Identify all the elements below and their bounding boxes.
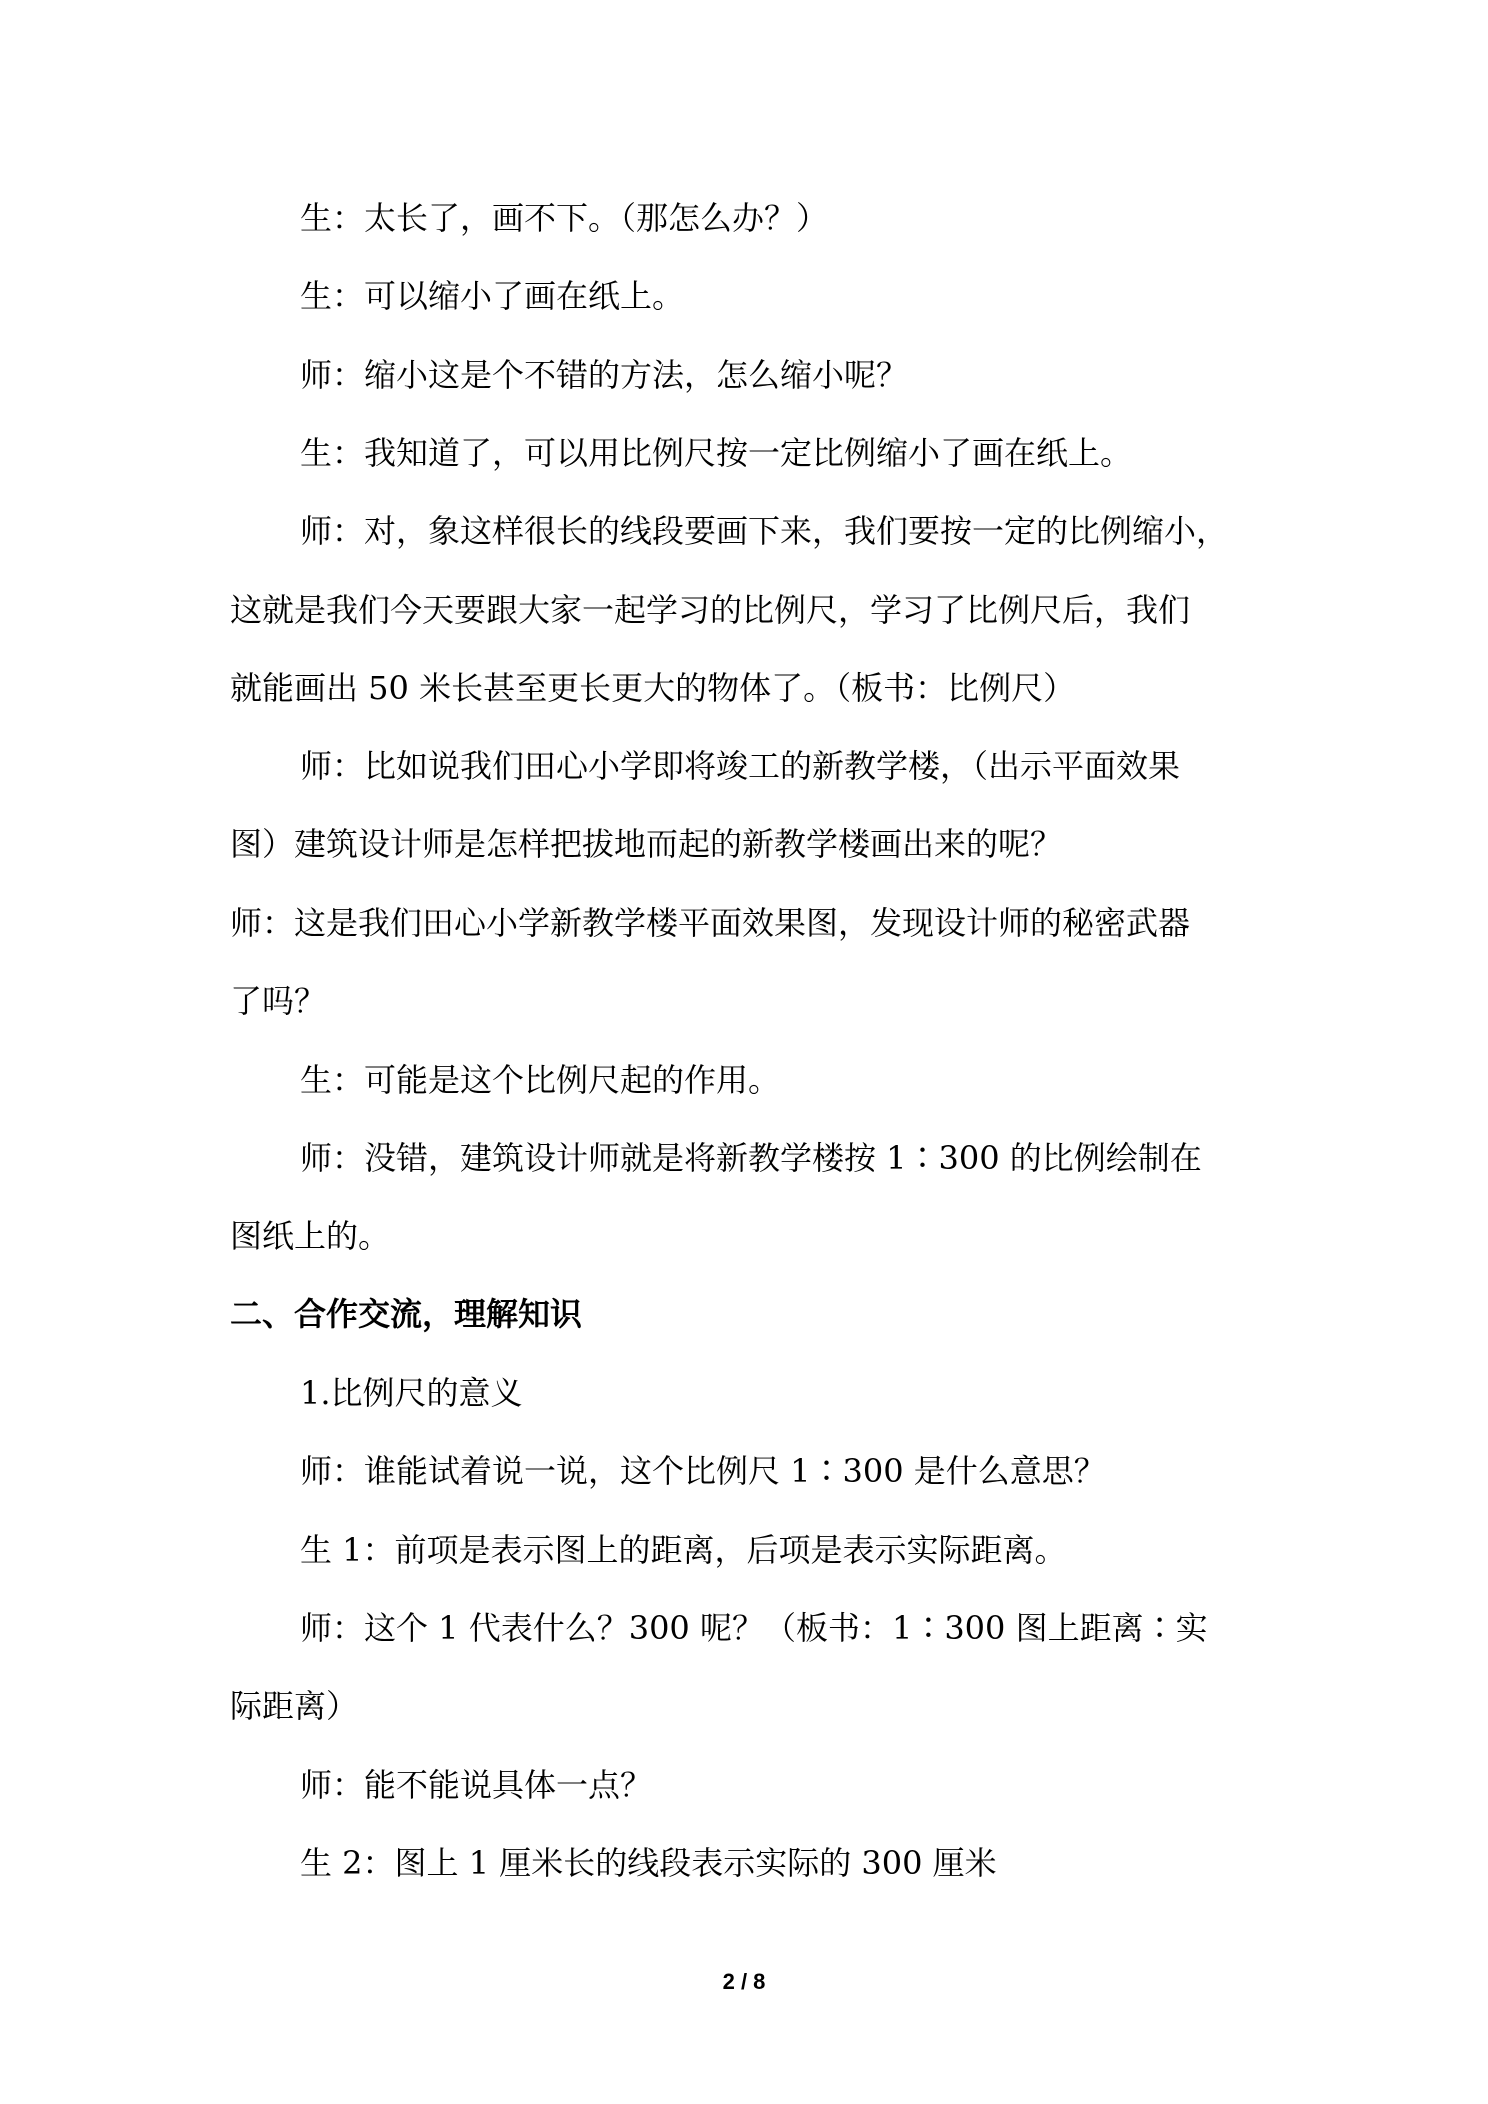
dialogue-line: 生：太长了，画不下。（那怎么办？） <box>300 199 829 237</box>
dialogue-line: 生：可能是这个比例尺起的作用。 <box>300 1061 781 1099</box>
dialogue-line: 生 2：图上 1 厘米长的线段表示实际的 300 厘米 <box>300 1844 997 1882</box>
dialogue-line: 师：这是我们田心小学新教学楼平面效果图，发现设计师的秘密武器 <box>230 904 1191 942</box>
dialogue-line: 图）建筑设计师是怎样把拔地而起的新教学楼画出来的呢？ <box>230 825 1063 863</box>
dialogue-line: 了吗？ <box>230 982 327 1020</box>
dialogue-line: 师：没错，建筑设计师就是将新教学楼按 1∶300 的比例绘制在 <box>300 1139 1202 1177</box>
dialogue-line: 师：这个 1 代表什么？300 呢？（板书：1∶300 图上距离∶实 <box>300 1609 1208 1647</box>
section-heading: 二、合作交流，理解知识 <box>230 1295 583 1333</box>
dialogue-line: 生：我知道了，可以用比例尺按一定比例缩小了画在纸上。 <box>300 434 1133 472</box>
dialogue-line: 图纸上的。 <box>230 1217 391 1255</box>
dialogue-line: 生：可以缩小了画在纸上。 <box>300 277 685 315</box>
page-number: 2 / 8 <box>722 1969 766 1994</box>
dialogue-line: 师：能不能说具体一点？ <box>300 1766 653 1804</box>
subsection-heading: 1.比例尺的意义 <box>300 1374 523 1412</box>
dialogue-line: 师：谁能试着说一说，这个比例尺 1∶300 是什么意思？ <box>300 1452 1106 1490</box>
dialogue-line: 师：对，象这样很长的线段要画下来，我们要按一定的比例缩小， <box>300 512 1229 550</box>
dialogue-line: 际距离） <box>230 1687 359 1725</box>
dialogue-line: 师：比如说我们田心小学即将竣工的新教学楼，（出示平面效果 <box>300 747 1181 785</box>
dialogue-line: 生 1：前项是表示图上的距离，后项是表示实际距离。 <box>300 1531 1067 1569</box>
dialogue-line: 师：缩小这是个不错的方法，怎么缩小呢？ <box>300 356 909 394</box>
dialogue-line: 就能画出 50 米长甚至更长更大的物体了。（板书：比例尺） <box>230 669 1076 707</box>
dialogue-line: 这就是我们今天要跟大家一起学习的比例尺，学习了比例尺后，我们 <box>230 591 1191 629</box>
